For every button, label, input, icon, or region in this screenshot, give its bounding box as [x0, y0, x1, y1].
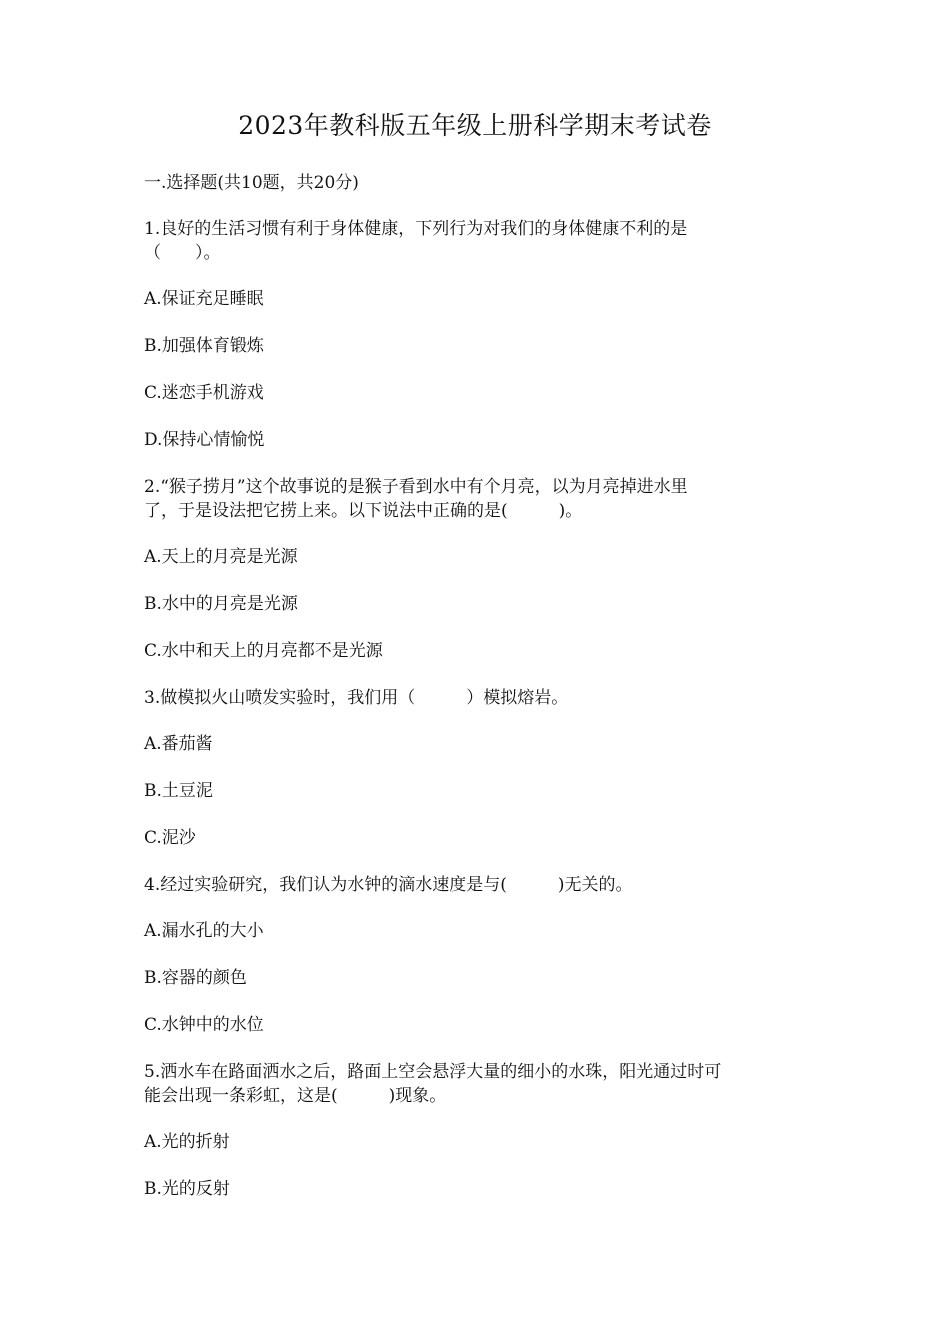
question-4-line-1: 4.经过实验研究，我们认为水钟的滴水速度是与( )无关的。	[144, 875, 633, 895]
exam-content	[144, 171, 809, 1224]
exam-title: 2023年教科版五年级上册科学期末考试卷	[238, 111, 712, 140]
question-3	[144, 686, 809, 710]
question-2-line-2: 了，于是设法把它捞上来。以下说法中正确的是( )。	[144, 501, 583, 521]
question-1-option-d: D.保持心情愉悦	[144, 430, 265, 450]
question-3-option-c: C.泥沙	[144, 828, 196, 848]
question-1-option-b: B.加强体育锻炼	[144, 336, 264, 356]
question-1-line-2: （ ）。	[144, 243, 221, 263]
question-1	[144, 217, 809, 265]
question-3-option-b: B.土豆泥	[144, 781, 213, 801]
question-4	[144, 873, 809, 897]
question-1-line-1: 1.良好的生活习惯有利于身体健康，下列行为对我们的身体健康不利的是	[144, 219, 688, 239]
question-4-option-c: C.水钟中的水位	[144, 1015, 264, 1035]
question-5-option-b: B.光的反射	[144, 1179, 230, 1199]
question-2-option-c: C.水中和天上的月亮都不是光源	[144, 641, 383, 661]
question-5	[144, 1060, 809, 1108]
question-2	[144, 475, 809, 523]
question-5-line-1: 5.洒水车在路面洒水之后，路面上空会悬浮大量的细小的水珠，阳光通过时可	[144, 1062, 722, 1082]
question-2-line-1: 2.“猴子捞月”这个故事说的是猴子看到水中有个月亮，以为月亮掉进水里	[144, 477, 688, 497]
question-5-option-a: A.光的折射	[144, 1132, 230, 1152]
question-3-option-a: A.番茄酱	[144, 734, 213, 754]
question-4-option-a: A.漏水孔的大小	[144, 921, 264, 941]
question-5-line-2: 能会出现一条彩虹，这是( )现象。	[144, 1086, 447, 1106]
question-1-option-a: A.保证充足睡眠	[144, 289, 264, 309]
question-4-option-b: B.容器的颜色	[144, 968, 247, 988]
question-2-option-b: B.水中的月亮是光源	[144, 594, 298, 614]
section-heading: 一.选择题(共10题，共20分)	[144, 173, 359, 193]
question-3-line-1: 3.做模拟火山喷发实验时，我们用（ ）模拟熔岩。	[144, 688, 569, 708]
question-2-option-a: A.天上的月亮是光源	[144, 547, 298, 567]
question-1-option-c: C.迷恋手机游戏	[144, 383, 264, 403]
